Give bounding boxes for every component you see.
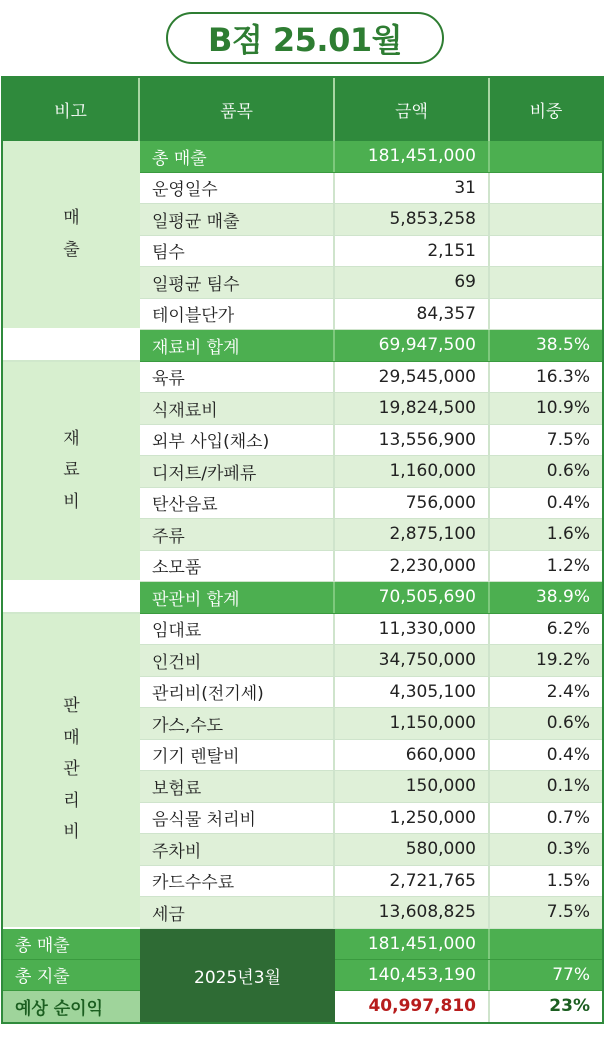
- row-amount: 5,853,258: [335, 204, 490, 235]
- summary-total-sales-ratio: [490, 929, 602, 959]
- row-ratio: 0.6%: [546, 713, 590, 734]
- row-ratio: [490, 141, 602, 172]
- row-ratio: [490, 267, 602, 298]
- row-item: 운영일수: [140, 173, 335, 204]
- row-item: 외부 사입(채소): [140, 425, 335, 456]
- row-amount: 29,545,000: [335, 362, 490, 393]
- row-item: 테이블단가: [140, 299, 335, 330]
- summary-profit-ratio: 23%: [549, 996, 590, 1016]
- category-label-char: 출: [63, 239, 80, 260]
- table-row: [140, 803, 602, 835]
- table-row: [140, 362, 602, 394]
- summary-total-expense-amount: 140,453,190: [335, 960, 490, 990]
- category-label-char: 비: [63, 491, 80, 512]
- category-label-char: 료: [63, 460, 80, 480]
- table-row: [140, 425, 602, 457]
- table-row: [140, 488, 602, 520]
- row-ratio: 1.6%: [546, 524, 590, 545]
- table-body: [3, 141, 602, 929]
- row-ratio: [490, 173, 602, 204]
- row-item: 음식물 처리비: [140, 803, 335, 834]
- row-item: 임대료: [140, 614, 335, 645]
- row-item: 주차비: [140, 834, 335, 865]
- row-item: 재료비 합계: [140, 330, 335, 361]
- row-item: 팀수: [140, 236, 335, 267]
- header-ratio: 비중: [529, 102, 563, 122]
- row-item: 세금: [140, 897, 335, 928]
- summary-total-sales-row: [335, 929, 602, 960]
- row-amount: 1,250,000: [335, 803, 490, 834]
- row-item: 일평균 팀수: [140, 267, 335, 298]
- row-ratio: 0.3%: [546, 839, 590, 860]
- table-row: [140, 236, 602, 268]
- row-ratio: 1.5%: [546, 870, 590, 891]
- row-item: 가스,수도: [140, 708, 335, 739]
- category-label-char: 관: [63, 759, 80, 780]
- row-amount: 181,451,000: [335, 141, 490, 172]
- category-label-char: 매: [63, 208, 80, 228]
- table-header: [3, 78, 602, 141]
- row-item: 디저트/카페류: [140, 456, 335, 487]
- row-amount: 150,000: [335, 771, 490, 802]
- header-amount: 금액: [335, 78, 490, 141]
- header-item: 품목: [140, 78, 335, 141]
- summary-period: 2025년3월: [140, 929, 335, 1022]
- table-row: [140, 393, 602, 425]
- summary-values: [335, 929, 602, 1022]
- table-row: [140, 141, 602, 173]
- row-amount: 2,151: [335, 236, 490, 267]
- subtotal-row: [140, 582, 602, 614]
- category-label-char: 재: [63, 428, 80, 449]
- summary-total-sales-label: 총 매출: [3, 929, 140, 960]
- summary-total-expense-label: 총 지출: [3, 960, 140, 991]
- row-ratio: 1.2%: [546, 555, 590, 576]
- category-label-char: 리: [63, 790, 80, 811]
- row-amount: 580,000: [335, 834, 490, 865]
- row-item: 카드수수료: [140, 866, 335, 897]
- page-title: B점 25.01월: [166, 12, 444, 64]
- table-row: [140, 519, 602, 551]
- row-amount: 2,230,000: [335, 551, 490, 582]
- row-amount: 19,824,500: [335, 393, 490, 424]
- table-row: [140, 551, 602, 583]
- category-sales-label: [63, 203, 79, 266]
- row-item: 육류: [140, 362, 335, 393]
- table-row: [140, 267, 602, 299]
- summary-total-expense-row: [335, 960, 602, 991]
- category-column: [3, 141, 140, 929]
- summary-total-expense-ratio: 77%: [552, 964, 590, 985]
- row-amount: 34,750,000: [335, 645, 490, 676]
- row-item: 보험료: [140, 771, 335, 802]
- row-item: 소모품: [140, 551, 335, 582]
- row-ratio: 38.9%: [535, 587, 590, 608]
- row-item: 기기 렌탈비: [140, 740, 335, 771]
- row-ratio: 0.6%: [546, 461, 590, 482]
- row-ratio: [490, 204, 602, 235]
- summary-labels: [3, 929, 140, 1022]
- row-ratio: 0.1%: [546, 776, 590, 797]
- row-ratio: 6.2%: [546, 618, 590, 639]
- pnl-table: [1, 76, 604, 1024]
- row-item: 인건비: [140, 645, 335, 676]
- table-row: [140, 740, 602, 772]
- row-item: 일평균 매출: [140, 204, 335, 235]
- row-amount: 13,556,900: [335, 425, 490, 456]
- table-row: [140, 866, 602, 898]
- category-sales: [3, 141, 140, 330]
- table-row: [140, 708, 602, 740]
- row-item: 식재료비: [140, 393, 335, 424]
- row-ratio: 7.5%: [546, 902, 590, 923]
- row-item: 탄산음료: [140, 488, 335, 519]
- table-row: [140, 834, 602, 866]
- row-ratio: 0.7%: [546, 807, 590, 828]
- row-item: 판관비 합계: [140, 582, 335, 613]
- row-amount: 84,357: [335, 299, 490, 330]
- header-note: 비고: [3, 78, 140, 141]
- table-row: [140, 645, 602, 677]
- row-amount: 4,305,100: [335, 677, 490, 708]
- row-amount: 13,608,825: [335, 897, 490, 928]
- row-item: 총 매출: [140, 141, 335, 172]
- summary-profit-amount: 40,997,810: [335, 991, 490, 1022]
- row-ratio: 2.4%: [546, 681, 590, 702]
- row-ratio: 0.4%: [546, 492, 590, 513]
- row-amount: 2,721,765: [335, 866, 490, 897]
- row-ratio: 19.2%: [535, 650, 590, 671]
- category-admin: [3, 614, 140, 929]
- table-row: [140, 299, 602, 331]
- summary-footer: [3, 929, 602, 1022]
- category-material-label: [63, 424, 79, 519]
- category-label-char: 비: [63, 822, 80, 843]
- row-ratio: 7.5%: [546, 429, 590, 450]
- category-admin-label: [63, 691, 79, 849]
- summary-profit-label: 예상 순이익: [3, 991, 140, 1022]
- row-amount: 69: [335, 267, 490, 298]
- table-row: [140, 771, 602, 803]
- row-amount: 11,330,000: [335, 614, 490, 645]
- row-amount: 660,000: [335, 740, 490, 771]
- category-blank-2: [3, 582, 140, 614]
- row-item: 주류: [140, 519, 335, 550]
- row-amount: 1,160,000: [335, 456, 490, 487]
- table-row: [140, 677, 602, 709]
- table-row: [140, 173, 602, 205]
- row-amount: 69,947,500: [335, 330, 490, 361]
- row-amount: 2,875,100: [335, 519, 490, 550]
- table-row: [140, 614, 602, 646]
- table-row: [140, 456, 602, 488]
- category-blank-1: [3, 330, 140, 362]
- row-ratio: 10.9%: [535, 398, 590, 419]
- row-amount: 70,505,690: [335, 582, 490, 613]
- item-rows: [140, 141, 602, 929]
- row-ratio: 38.5%: [535, 335, 590, 356]
- category-label-char: 매: [63, 727, 80, 748]
- row-ratio: [490, 236, 602, 267]
- row-amount: 1,150,000: [335, 708, 490, 739]
- table-row: [140, 897, 602, 929]
- row-item: 관리비(전기세): [140, 677, 335, 708]
- summary-profit-row: [335, 991, 602, 1022]
- row-ratio: [490, 299, 602, 330]
- summary-total-sales-amount: 181,451,000: [335, 929, 490, 959]
- category-label-char: 판: [63, 696, 80, 717]
- subtotal-row: [140, 330, 602, 362]
- row-amount: 31: [335, 173, 490, 204]
- table-row: [140, 204, 602, 236]
- row-amount: 756,000: [335, 488, 490, 519]
- category-material: [3, 362, 140, 583]
- row-ratio: 0.4%: [546, 744, 590, 765]
- row-ratio: 16.3%: [535, 366, 590, 387]
